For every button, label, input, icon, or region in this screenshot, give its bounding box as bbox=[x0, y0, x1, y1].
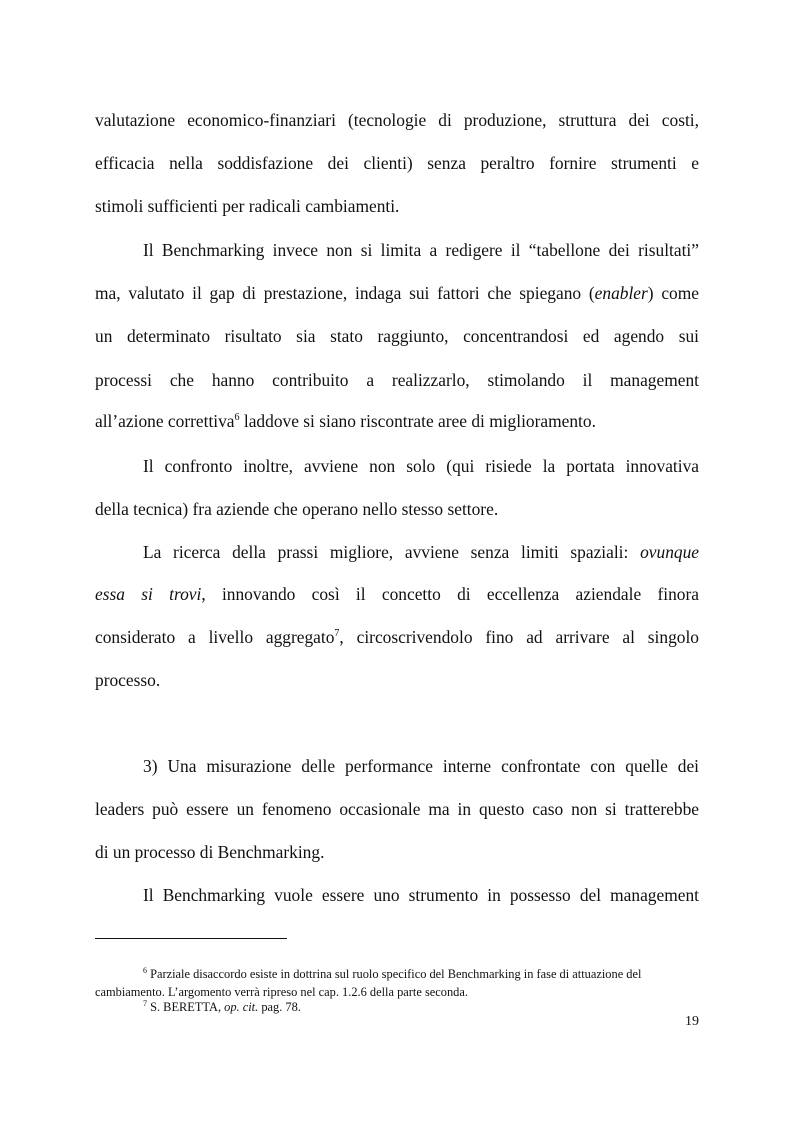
emphasis: essa si trovi bbox=[95, 584, 202, 604]
body-line: Il Benchmarking invece non si limita a redigere il “tabellone dei risultati” bbox=[143, 240, 699, 260]
body-line: La ricerca della prassi migliore, avviene senza limiti spaziali: ovunque bbox=[143, 542, 699, 562]
footnote-7: $^7$ S. BERETTA, op. cit. pag. 78. bbox=[143, 999, 301, 1014]
body-line: essa si trovi, innovando così il concetto di eccellenza aziendale finora bbox=[95, 584, 699, 604]
body-line: Il confronto inoltre, avviene non solo (qui risiede la portata innovativa bbox=[143, 456, 699, 476]
footnote-6: $^6$ Parziale disaccordo esiste in dottrina sul ruolo specifico del Benchmarking in fase di attuazione del bbox=[143, 966, 642, 981]
body-line: leaders può essere un fenomeno occasionale ma in questo caso non si tratterebbe bbox=[95, 799, 699, 819]
page-number: 19 bbox=[685, 1014, 699, 1029]
emphasis: enabler bbox=[594, 283, 648, 303]
body-line: processo. bbox=[95, 670, 161, 690]
footnote-6-cont: cambiamento. L’argomento verrà ripreso nel cap. 1.2.6 della parte seconda. bbox=[95, 985, 468, 999]
body-line: un determinato risultato sia stato raggiunto, concentrandosi ed agendo sui bbox=[95, 326, 699, 346]
body-line: ma, valutato il gap di prestazione, indaga sui fattori che spiegano (enabler) come bbox=[95, 283, 699, 303]
body-line: 3) Una misurazione delle performance interne confrontate con quelle dei bbox=[143, 756, 699, 776]
emphasis: ovunque bbox=[640, 542, 699, 562]
body-line: considerato a livello aggregato$^7$, circoscrivendolo fino ad arrivare al singolo bbox=[95, 627, 699, 647]
body-line: della tecnica) fra aziende che operano nello stesso settore. bbox=[95, 499, 499, 519]
footnote-ref: 7 bbox=[334, 628, 340, 639]
footnote-ref: 6 bbox=[234, 412, 240, 423]
body-line: di un processo di Benchmarking. bbox=[95, 842, 325, 862]
body-line: stimoli sufficienti per radicali cambiamenti. bbox=[95, 196, 400, 216]
body-line: all’azione correttiva$^6$ laddove si siano riscontrate aree di miglioramento. bbox=[95, 411, 596, 431]
body-line: efficacia nella soddisfazione dei clienti) senza peraltro fornire strumenti e bbox=[95, 153, 699, 173]
body-line: processi che hanno contribuito a realizzarlo, stimolando il management bbox=[95, 370, 699, 390]
footnote-separator bbox=[95, 938, 287, 939]
body-line: Il Benchmarking vuole essere uno strumento in possesso del management bbox=[143, 885, 699, 905]
body-line: valutazione economico-finanziari (tecnologie di produzione, struttura dei costi, bbox=[95, 110, 699, 130]
